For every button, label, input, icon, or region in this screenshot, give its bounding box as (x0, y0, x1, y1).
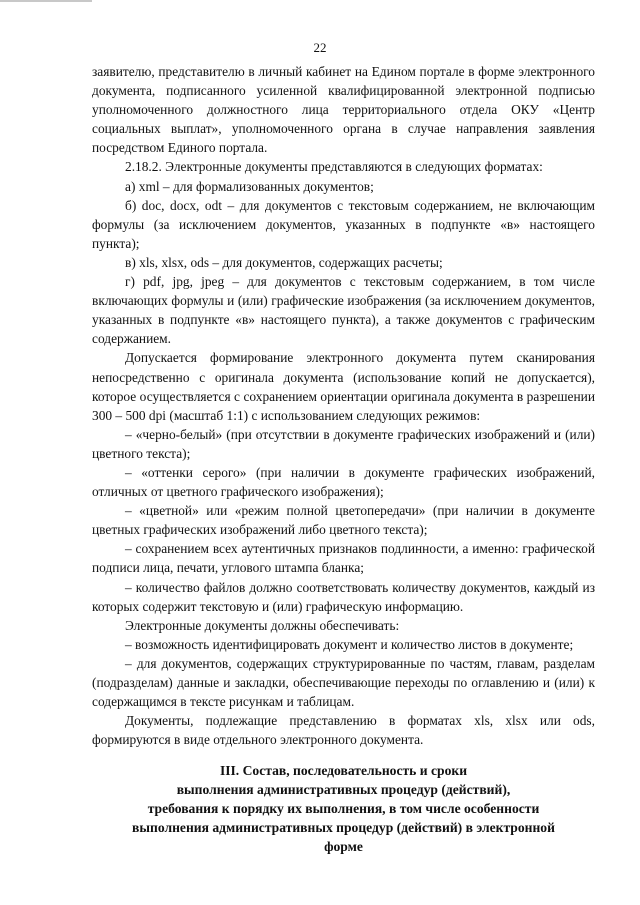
section-heading (92, 761, 595, 856)
section-heading-line: III. Состав, последовательность и сроки (219, 763, 468, 778)
paragraph: б) doc, docx, odt – для документов с текстовым содержанием, не включающим формулы (за исключением документов, указанных в подпункте «в» настоящего пункта); (92, 197, 595, 251)
list-item: – возможность идентифицировать документ и количество листов в документе; (125, 636, 574, 652)
list-item: – «цветной» или «режим полной цветопередачи» (при наличии в документе цветных графических изображений либо цветного текста); (92, 503, 595, 538)
document-body (92, 62, 595, 749)
page-number: 22 (313, 40, 327, 55)
list-item: – сохранением всех аутентичных признаков подлинности, а именно: графической подписи лица, печати, углового штампа бланка; (92, 541, 595, 576)
section-heading-line: форме (324, 839, 363, 854)
scan-edge-line (0, 0, 92, 2)
paragraph: а) xml – для формализованных документов; (125, 178, 374, 194)
paragraph: Электронные документы должны обеспечивать: (125, 617, 400, 633)
paragraph: в) xls, xlsx, ods – для документов, содержащих расчеты; (125, 254, 443, 270)
paragraph: 2.18.2. Электронные документы представляются в следующих форматах: (125, 159, 543, 175)
paragraph: г) pdf, jpg, jpeg – для документов с текстовым содержанием, в том числе включающих формулы и (или) графические изображения (за исключением документов, указанных в подпункте «в» настоящего пункта), а также документов с графическим содержанием. (92, 274, 595, 347)
section-heading-line: выполнения административных процедур (действий), (176, 782, 511, 797)
paragraph: Допускается формирование электронного документа путем сканирования непосредственно с оригинала документа (использование копий не допускается), которое осуществляется с сохранением ориентации оригинала документа в разрешении 300 – 500 dpi (масштаб 1:1) с использованием следующих режимов: (92, 350, 595, 423)
paragraph: заявителю, представителю в личный кабинет на Едином портале в форме электронного документа, подписанного усиленной квалифицированной электронной подписью уполномоченного должностного лица территориального отдела ОКУ «Центр социальных выплат», уполномоченного органа в случае направления заявления посредством Единого портала. (92, 64, 595, 156)
list-item: – для документов, содержащих структурированные по частям, главам, разделам (подразделам) данные и закладки, обеспечивающие переходы по оглавлению и (или) к содержащимся в тексте рисункам и таблицам. (92, 655, 595, 710)
list-item: – «оттенки серого» (при наличии в документе графических изображений, отличных от цветного графического изображения); (92, 464, 595, 500)
list-item: – «черно-белый» (при отсутствии в документе графических изображений и (или) цветного текста); (92, 426, 595, 461)
list-item: – количество файлов должно соответствовать количеству документов, каждый из которых содержит текстовую и (или) графическую информацию. (92, 579, 595, 614)
section-heading-line: требования к порядку их выполнения, в том числе особенности (147, 801, 540, 816)
section-heading-line: выполнения административных процедур (действий) в электронной (132, 820, 555, 835)
paragraph: Документы, подлежащие представлению в форматах xls, xlsx или ods, формируются в виде отдельного электронного документа. (92, 713, 595, 748)
